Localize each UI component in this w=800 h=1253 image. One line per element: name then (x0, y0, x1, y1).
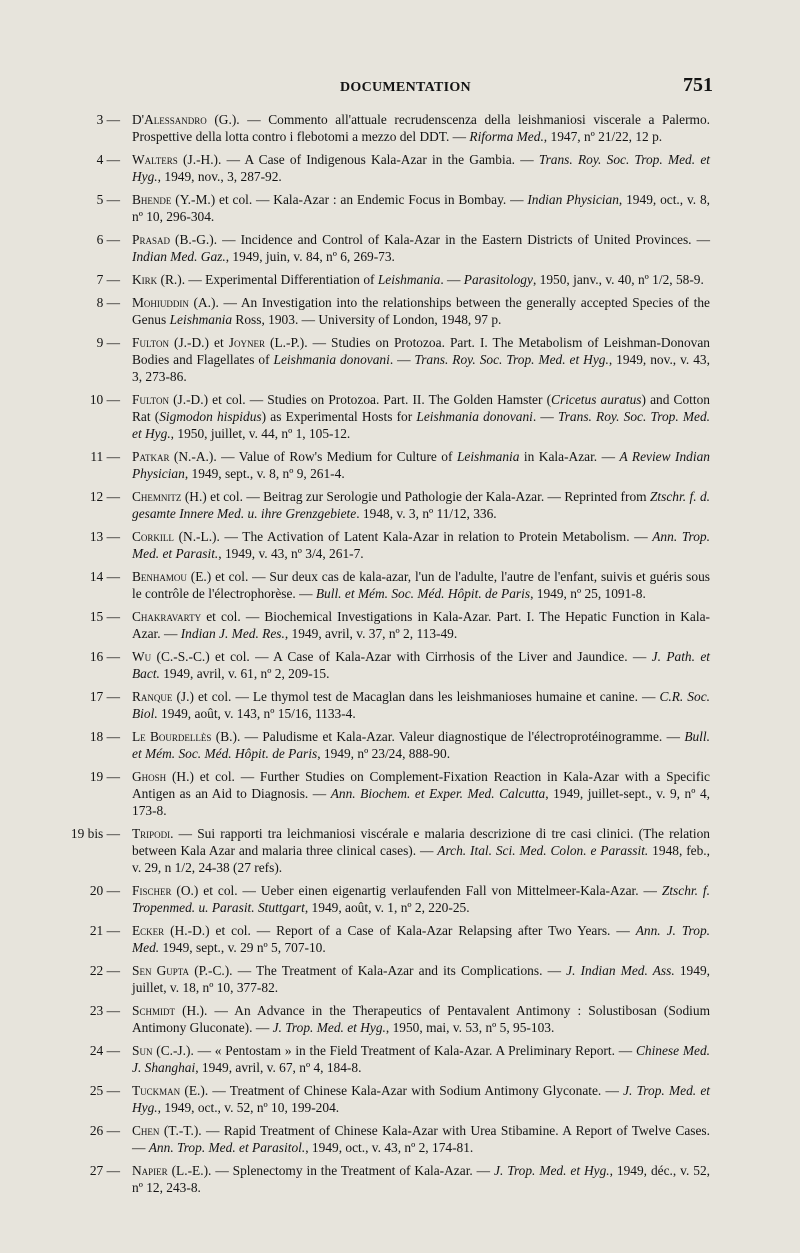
italic-title: Ztschr. f. Tropenmed. u. Parasit. Stuttgart (132, 883, 710, 915)
reference-entry (0, 1082, 800, 1116)
italic-title: J. Path. et Bact. (132, 649, 710, 681)
reference-segment: . — (440, 272, 464, 287)
author-name: Sun (C.-J.). (132, 1043, 194, 1058)
reference-entry (0, 922, 800, 956)
author-name: Chen (T.-T.). (132, 1123, 202, 1138)
reference-entry (0, 111, 800, 145)
reference-text (131, 334, 710, 385)
italic-title: J. Indian Med. Ass. (566, 963, 675, 978)
author-name: Ecker (H.-D.) (132, 923, 210, 938)
italic-title: J. Trop. Med. et Hyg. (132, 1083, 710, 1115)
author-name: Wu (C.-S.-C.) (132, 649, 210, 664)
reference-segment: et col. — Ueber einen eigenartig verlaufenden Fall von Mittelmeer-Kala-Azar. — (198, 883, 662, 898)
italic-title: Parasitology (463, 272, 533, 287)
italic-title: C.R. Soc. Biol. (132, 689, 710, 721)
reference-number: 15 — (89, 609, 120, 624)
reference-number: 5 — (96, 192, 120, 207)
reference-number: 26 — (89, 1123, 120, 1138)
reference-entry (0, 1002, 800, 1036)
reference-number: 6 — (96, 232, 120, 247)
italic-title: Leishmania (456, 449, 520, 464)
reference-text (131, 768, 710, 819)
author-name: Mohiuddin (A.). (132, 295, 219, 310)
reference-text (131, 488, 710, 522)
reference-number: 14 — (89, 569, 120, 584)
reference-segment: , 1949, avril, v. 37, nº 2, 113-49. (284, 626, 458, 641)
reference-segment: , 1949, nº 23/24, 888-90. (317, 746, 451, 761)
reference-segment: , 1949, sept., v. 8, nº 9, 261-4. (184, 466, 345, 481)
italic-title: Cricetus auratus (551, 392, 642, 407)
reference-segment: — The Activation of Latent Kala-Azar in relation to Protein Metabolism. — (219, 529, 653, 544)
reference-entry (0, 528, 800, 562)
reference-entry (0, 768, 800, 819)
italic-title: Bull. et Mém. Soc. Méd. Hôpit. de Paris (315, 586, 531, 601)
author-name: Ghosh (H.) (132, 769, 194, 784)
reference-segment: , 1949, juin, v. 84, nº 6, 269-73. (225, 249, 395, 264)
author-name: Le Bourdellès (B.). (132, 729, 241, 744)
reference-segment: , 1949, v. 43, nº 3/4, 261-7. (218, 546, 364, 561)
reference-entry (0, 191, 800, 225)
reference-text (131, 191, 710, 225)
reference-number: 25 — (89, 1083, 120, 1098)
reference-text (131, 271, 710, 288)
italic-title: Arch. Ital. Sci. Med. Colon. e Parassit. (437, 843, 649, 858)
reference-segment: et col. — Further Studies on Complement-Fixation Reaction in Kala-Azar with a Specific Antigen as an Aid to Diagnosis. — (132, 769, 710, 801)
reference-segment: et (208, 335, 229, 350)
italic-title: Trans. Roy. Soc. Trop. Med. et Hyg. (132, 152, 710, 184)
reference-segment: et col. — Studies on Protozoa. Part. II. The Golden Hamster ( (208, 392, 552, 407)
reference-entry (0, 728, 800, 762)
reference-segment: 1948, feb., v. 29, n 1/2, 24-38 (27 refs). (132, 843, 710, 875)
reference-number: 19 bis — (70, 826, 120, 841)
reference-entry (0, 488, 800, 522)
reference-text (131, 608, 710, 642)
reference-number: 22 — (89, 963, 120, 978)
reference-text (131, 882, 710, 916)
reference-text (131, 1042, 710, 1076)
reference-text (131, 1122, 710, 1156)
author-name: Prasad (B.-G.). (132, 232, 218, 247)
reference-text (131, 1082, 710, 1116)
italic-title: Trans. Roy. Soc. Trop. Med. et Hyg. (132, 409, 711, 441)
reference-segment: 1949, sept., v. 29 nº 5, 707-10. (159, 940, 326, 955)
reference-segment: et col. — A Case of Kala-Azar with Cirrhosis of the Liver and Jaundice. — (209, 649, 652, 664)
reference-segment: 1949, juillet, v. 18, nº 10, 377-82. (132, 963, 710, 995)
reference-number: 11 — (90, 449, 120, 464)
reference-entry (0, 231, 800, 265)
reference-text (131, 648, 710, 682)
reference-number: 20 — (89, 883, 120, 898)
italic-title: Indian Med. Gaz. (132, 249, 226, 264)
reference-entry (0, 271, 800, 288)
reference-segment: , 1950, juillet, v. 44, nº 1, 105-12. (170, 426, 351, 441)
author-name: Schmidt (H.). (132, 1003, 208, 1018)
italic-title: Sigmodon hispidus (159, 409, 262, 424)
reference-segment: , 1949, déc., v. 52, nº 12, 243-8. (132, 1163, 710, 1195)
reference-segment: — Value of Row's Medium for Culture of (216, 449, 457, 464)
running-title: DOCUMENTATION (340, 80, 471, 95)
reference-entry (0, 391, 800, 442)
author-name: Tripodi. (132, 826, 174, 841)
reference-number: 9 — (96, 335, 120, 350)
italic-title: Bull. et Mém. Soc. Méd. Hôpit. de Paris (132, 729, 710, 761)
author-name: Ranque (J.) (132, 689, 194, 704)
reference-entry (0, 962, 800, 996)
reference-segment: — An Advance in the Therapeutics of Pentavalent Antimony : Solustibosan (Sodium Antimony Gluconate). — (132, 1003, 711, 1035)
reference-segment: — « Pentostam » in the Field Treatment of Kala-Azar. A Preliminary Report. — (193, 1043, 636, 1058)
reference-segment: , 1949, nov., 3, 287-92. (157, 169, 282, 184)
author-name: Joyner (L.-P.). (228, 335, 308, 350)
italic-title: Leishmania donovani (273, 352, 390, 367)
reference-text (131, 1002, 710, 1036)
italic-title: Riforma Med. (469, 129, 544, 144)
reference-segment: , 1950, mai, v. 53, nº 5, 95-103. (385, 1020, 555, 1035)
author-name: Napier (L.-E.). (132, 1163, 212, 1178)
reference-segment: — Studies on Protozoa. Part. I. The Metabolism of Leishman-Donovan Bodies and Flagellates of (132, 335, 711, 367)
italic-title: Leishmania donovani (416, 409, 533, 424)
reference-text (131, 294, 710, 328)
reference-segment: et col. — Report of a Case of Kala-Azar Relapsing after Two Years. — (209, 923, 636, 938)
reference-segment: et col. — Sur deux cas de kala-azar, l'un de l'adulte, l'autre de l'enfant, suivis et guéris sous le contrôle de l'électrophorèse. — (132, 569, 710, 601)
italic-title: Ztschr. f. d. gesamte Innere Med. u. ihre Grenzgebiete (132, 489, 710, 521)
reference-segment: , 1949, oct., v. 8, nº 10, 296-304. (132, 192, 711, 224)
reference-text (131, 111, 710, 145)
reference-number: 18 — (89, 729, 120, 744)
author-name: Fulton (J.-D.) (132, 335, 209, 350)
reference-segment: — A Case of Indigenous Kala-Azar in the Gambia. — (221, 152, 539, 167)
reference-text (131, 728, 710, 762)
author-name: Fischer (O.) (132, 883, 199, 898)
reference-segment: et col. — Kala-Azar : an Endemic Focus in Bombay. — (215, 192, 528, 207)
reference-segment: 1949, août, v. 143, nº 15/16, 1133-4. (157, 706, 356, 721)
reference-segment: et col. — Biochemical Investigations in Kala-Azar. Part. I. The Hepatic Function in Kala-Azar. — (132, 609, 710, 641)
author-name: Sen Gupta (P.-C.). (132, 963, 233, 978)
reference-segment: . — (532, 409, 559, 424)
reference-segment: , 1947, nº 21/22, 12 p. (543, 129, 663, 144)
reference-entry (0, 448, 800, 482)
reference-number: 24 — (89, 1043, 120, 1058)
reference-segment: — Splenectomy in the Treatment of Kala-Azar. — (211, 1163, 495, 1178)
author-name: Chakravarty (132, 609, 202, 624)
reference-entry (0, 151, 800, 185)
reference-segment: ) as Experimental Hosts for (261, 409, 417, 424)
italic-title: Chinese Med. J. Shanghai (132, 1043, 711, 1075)
reference-segment: — Commento all'attuale recrudenscenza della leishmaniosi viscerale a Palermo. Prospettive della lotta contro i flebotomi a mezzo del DDT. — (132, 112, 710, 144)
reference-segment: — Rapid Treatment of Chinese Kala-Azar with Urea Stibamine. A Report of Twelve Cases. — (132, 1123, 710, 1155)
author-name: Walters (J.-H.). (132, 152, 222, 167)
reference-segment: — Sui rapporti tra leichmaniosi viscérale e malaria descrizione di tre casi clinici. (The relation between Kala Azar and malaria three clinical cases). — (132, 826, 710, 858)
italic-title: Ann. Biochem. et Exper. Med. Calcutta (330, 786, 546, 801)
reference-entry (0, 608, 800, 642)
reference-number: 23 — (89, 1003, 120, 1018)
author-name: Kirk (R.). (132, 272, 186, 287)
reference-text (131, 391, 710, 442)
italic-title: Indian Physician (527, 192, 619, 207)
reference-number: 19 — (89, 769, 120, 784)
author-name: Chemnitz (H.) (132, 489, 207, 504)
reference-text (131, 1162, 710, 1196)
author-name: Patkar (N.-A.). (132, 449, 217, 464)
reference-entry (0, 294, 800, 328)
italic-title: Ann. J. Trop. Med. (132, 923, 710, 955)
reference-number: 8 — (96, 295, 120, 310)
reference-text (131, 231, 710, 265)
reference-segment: , 1949, oct., v. 52, nº 10, 199-204. (157, 1100, 340, 1115)
reference-segment: , 1949, nov., v. 43, 3, 273-86. (132, 352, 710, 384)
author-name: Bhende (Y.-M.) (132, 192, 216, 207)
reference-segment: . 1948, v. 3, nº 11/12, 336. (356, 506, 497, 521)
reference-text (131, 448, 710, 482)
reference-number: 10 — (89, 392, 120, 407)
reference-text (131, 528, 710, 562)
reference-number: 12 — (89, 489, 120, 504)
reference-number: 21 — (89, 923, 120, 938)
reference-number: 27 — (89, 1163, 120, 1178)
italic-title: Ann. Trop. Med. et Parasit. (132, 529, 710, 561)
reference-segment: , 1949, août, v. 1, nº 2, 220-25. (304, 900, 470, 915)
reference-segment: — The Treatment of Kala-Azar and its Complications. — (232, 963, 567, 978)
author-name: D'Alessandro (G.). (132, 112, 240, 127)
reference-segment: . — (389, 352, 415, 367)
author-name: Fulton (J.-D.) (132, 392, 209, 407)
reference-segment: , 1949, avril, v. 67, nº 4, 184-8. (195, 1060, 362, 1075)
italic-title: Leishmania (169, 312, 233, 327)
reference-segment: — Treatment of Chinese Kala-Azar with Sodium Antimony Glyconate. — (208, 1083, 624, 1098)
italic-title: Ann. Trop. Med. et Parasitol. (148, 1140, 306, 1155)
italic-title: J. Trop. Med. et Hyg. (494, 1163, 610, 1178)
reference-list (0, 111, 800, 1202)
reference-segment: in Kala-Azar. — (519, 449, 620, 464)
italic-title: Leishmania (377, 272, 441, 287)
reference-entry (0, 688, 800, 722)
reference-segment: — Incidence and Control of Kala-Azar in the Eastern Districts of United Provinces. — (217, 232, 710, 247)
reference-entry (0, 1162, 800, 1196)
italic-title: J. Trop. Med. et Hyg. (272, 1020, 386, 1035)
author-name: Tuckman (E.). (132, 1083, 209, 1098)
reference-number: 3 — (96, 112, 120, 127)
reference-segment: — An Investigation into the relationships between the generally accepted Species of the Genus (132, 295, 710, 327)
reference-segment: 1949, avril, v. 61, nº 2, 209-15. (159, 666, 330, 681)
reference-entry (0, 334, 800, 385)
reference-segment: , 1949, juillet-sept., v. 9, nº 4, 173-8. (132, 786, 710, 818)
reference-segment: — Paludisme et Kala-Azar. Valeur diagnostique de l'électroprotéinogramme. — (240, 729, 685, 744)
reference-text (131, 962, 710, 996)
page-header (0, 76, 800, 102)
reference-segment: ) and Cotton Rat ( (132, 392, 710, 424)
reference-entry (0, 825, 800, 876)
reference-entry (0, 1122, 800, 1156)
reference-text (131, 922, 710, 956)
reference-segment: — Experimental Differentiation of (185, 272, 378, 287)
reference-segment: Ross, 1903. — University of London, 1948, 97 p. (232, 312, 502, 327)
reference-segment: et col. — Beitrag zur Serologie und Pathologie der Kala-Azar. — Reprinted from (206, 489, 650, 504)
page-number: 751 (683, 74, 713, 96)
reference-segment: , 1950, janv., v. 40, nº 1/2, 58-9. (532, 272, 704, 287)
reference-entry (0, 882, 800, 916)
reference-entry (0, 1042, 800, 1076)
reference-number: 13 — (89, 529, 120, 544)
author-name: Benhamou (E.) (132, 569, 212, 584)
reference-text (131, 825, 710, 876)
reference-number: 16 — (89, 649, 120, 664)
author-name: Corkill (N.-L.). (132, 529, 220, 544)
italic-title: Trans. Roy. Soc. Trop. Med. et Hyg. (414, 352, 609, 367)
reference-segment: et col. — Le thymol test de Macaglan dans les leishmanioses humaine et canine. — (193, 689, 660, 704)
reference-segment: , 1949, oct., v. 43, nº 2, 174-81. (305, 1140, 474, 1155)
italic-title: Indian J. Med. Res. (180, 626, 285, 641)
reference-text (131, 151, 710, 185)
reference-text (131, 568, 710, 602)
reference-number: 7 — (96, 272, 120, 287)
reference-text (131, 688, 710, 722)
italic-title: A Review Indian Physician (132, 449, 710, 481)
reference-number: 4 — (96, 152, 120, 167)
reference-entry (0, 568, 800, 602)
reference-number: 17 — (89, 689, 120, 704)
reference-segment: , 1949, nº 25, 1091-8. (530, 586, 646, 601)
reference-entry (0, 648, 800, 682)
